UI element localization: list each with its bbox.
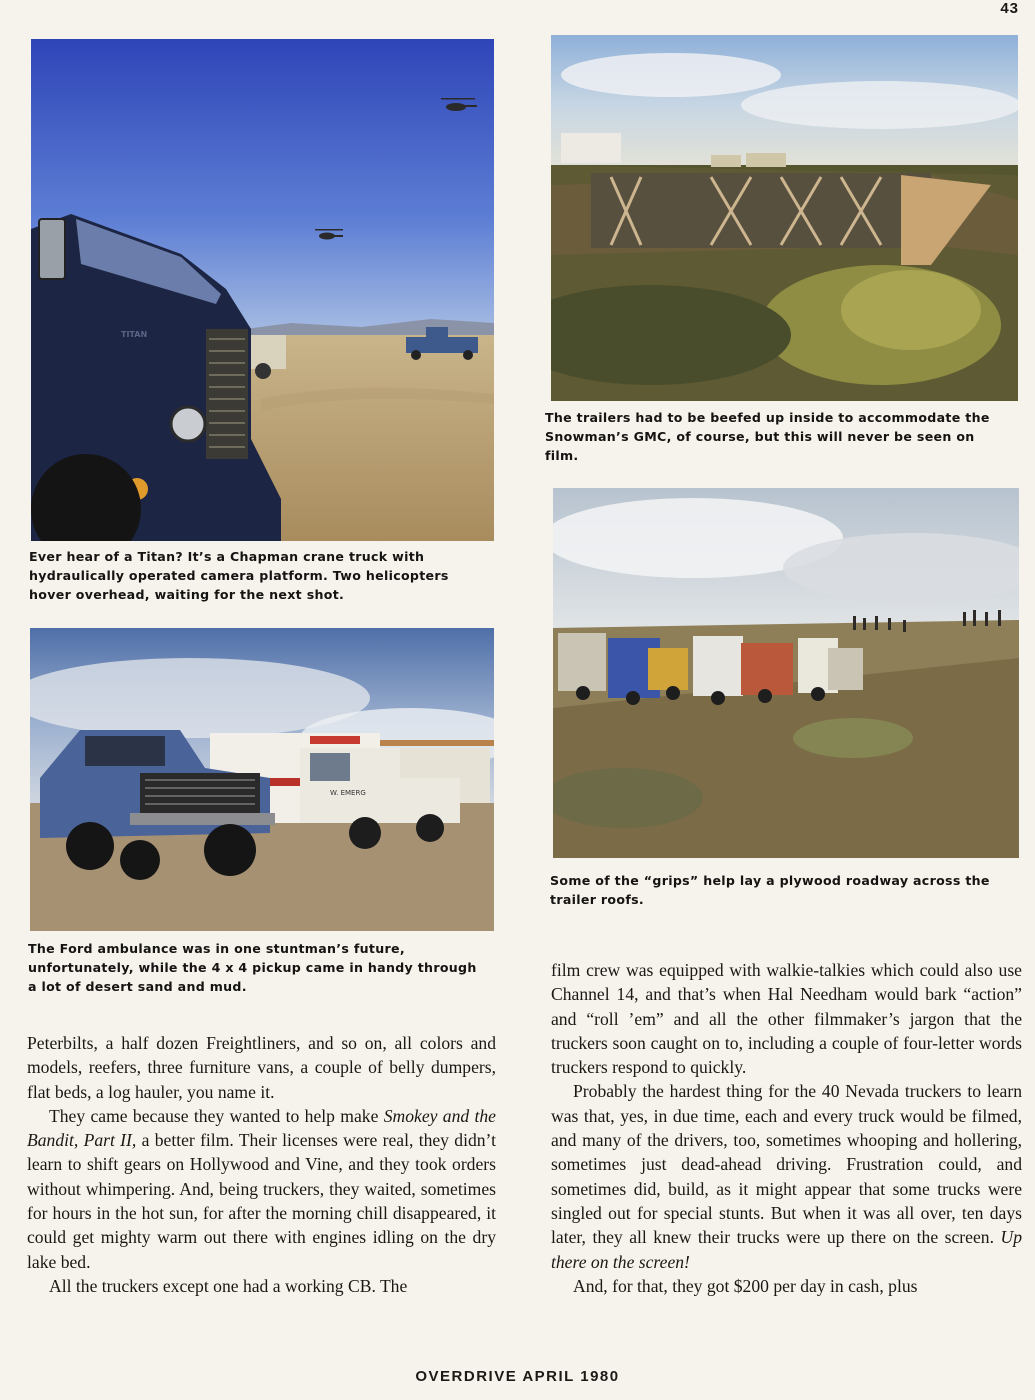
paragraph — [551, 1079, 1022, 1273]
photo-titan-crane-truck — [31, 39, 494, 541]
paragraph: All the truckers except one had a working CB. The — [49, 1275, 408, 1296]
paragraph — [27, 1104, 496, 1274]
text-run: They came because they wanted to help make — [49, 1105, 384, 1126]
text-run: Probably the hardest thing for the 40 Nevada truckers to learn was that, yes, in due time, each and every truck would be filmed, and many of the drivers, too, sometimes whooping and hollering, sometimes just dead-ahead driving. Frustration could, and sometimes did, build, as it might appear that some trucks were singled out for special stunts. But when it was all over, ten days later, they all knew their trucks were up there on the screen. — [551, 1081, 1022, 1248]
photo-ford-ambulance — [30, 628, 494, 931]
article-column-right — [551, 958, 1022, 1298]
page-footer: OVERDRIVE APRIL 1980 — [415, 1368, 620, 1385]
caption-trailers: The trailers had to be beefed up inside to accommodate the Snowman’s GMC, of course, but this will never be seen on film. — [545, 410, 990, 463]
photo-trailers-bridge — [551, 35, 1018, 401]
page-number: 43 — [1000, 0, 1019, 17]
paragraph: film crew was equipped with walkie-talkies which could also use Channel 14, and that’s when Hal Needham would bark “action” and “roll ’em” and all the other filmmaker’s jargon that the truckers soon caught on to, including a couple of four-letter words truckers respond to quickly. — [551, 960, 1022, 1078]
ambulance-lettering: W. EMERG — [330, 789, 366, 797]
titan-emblem: TITAN — [121, 330, 148, 339]
caption-grips: Some of the “grips” help lay a plywood roadway across the trailer roofs. — [550, 873, 990, 907]
emphasis: Up there on the screen! — [551, 1227, 1022, 1272]
article-column-left — [27, 1031, 496, 1298]
caption-titan: Ever hear of a Titan? It’s a Chapman crane truck with hydraulically operated camera platform. Two helicopters hover overhead, waiting for the next shot. — [29, 549, 449, 602]
film-title: Smokey and the Bandit, Part II, — [27, 1105, 496, 1151]
paragraph: Peterbilts, a half dozen Freightliners, and so on, all colors and models, reefers, three furniture vans, a couple of belly dumpers, flat beds, a log hauler, you name it. — [27, 1033, 496, 1102]
photo-trucks-lineup — [553, 488, 1019, 858]
paragraph: And, for that, they got $200 per day in cash, plus — [573, 1275, 918, 1296]
text-run: a better film. Their licenses were real, they didn’t learn to shift gears on Hollywood and Vine, and they took orders without whimpering. And, being truckers, they waited, sometimes for hours in the hot sun, for after the morning chill disappeared, it could get mighty warm out there with engines idling on the dry lake bed. — [27, 1130, 496, 1272]
caption-ambulance: The Ford ambulance was in one stuntman’s future, unfortunately, while the 4 x 4 pickup came in handy through a lot of desert sand and mud. — [28, 941, 477, 994]
